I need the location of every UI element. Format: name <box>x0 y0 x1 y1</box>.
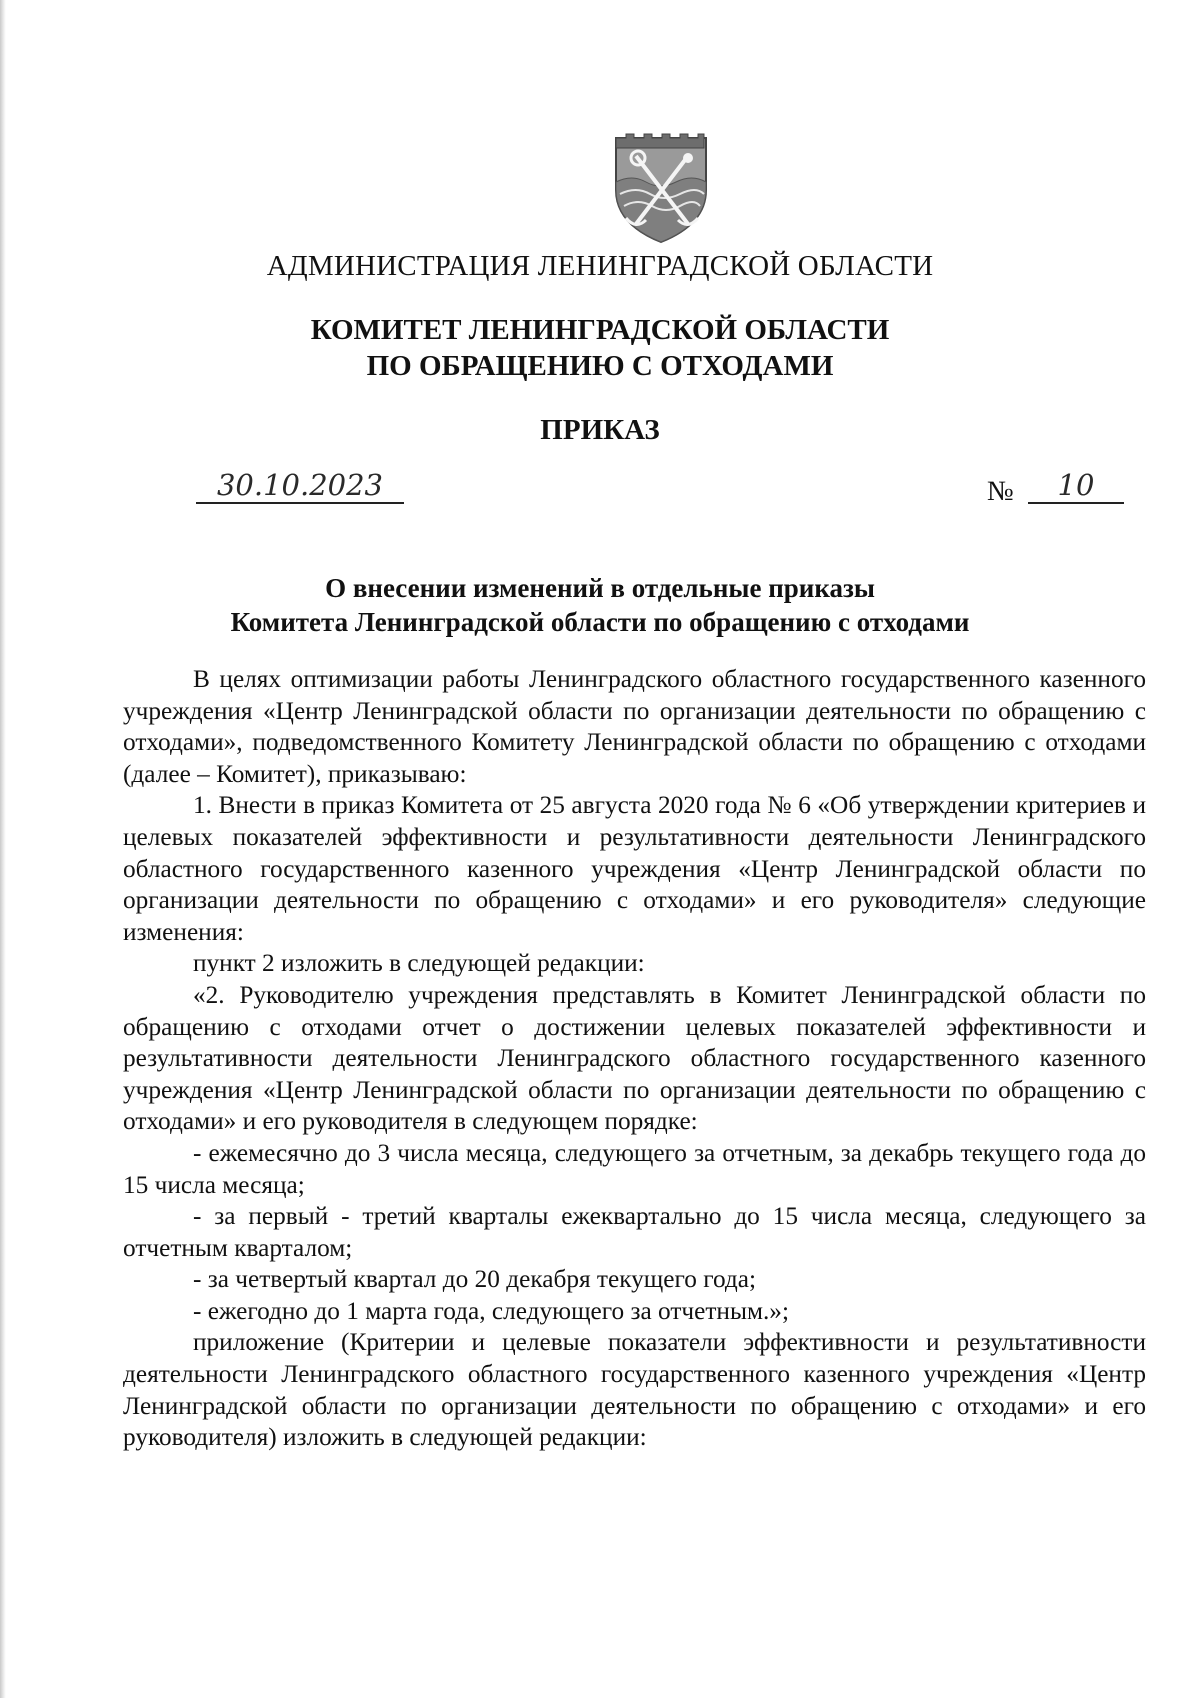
administration-title: АДМИНИСТРАЦИЯ ЛЕНИНГРАДСКОЙ ОБЛАСТИ <box>266 250 934 282</box>
document-title-line1: О внесении изменений в отдельные приказы <box>325 573 875 603</box>
document-type: ПРИКАЗ <box>540 414 660 446</box>
committee-title <box>0 312 1200 384</box>
paragraph-point-2-text: «2. Руководителю учреждения представлять в Комитет Ленинградской области по обращению с отходами отчет о достижении целевых показателей эффективности и результативности деятельности Ленинградского областного государственного казенного учреждения «Центр Ленинградской области по организации деятельности по обращению с отходами» и его руководителя в следующем порядке: <box>123 980 1146 1136</box>
document-title <box>0 571 1200 639</box>
document-title-line2: Комитета Ленинградской области по обращению с отходами <box>230 607 970 637</box>
number-label: № <box>987 476 1014 507</box>
paragraph-item-1: 1. Внести в приказ Комитета от 25 августа 2020 года № 6 «Об утверждении критериев и целевых показателей эффективности и результативности деятельности Ленинградского областного государственного казенного учреждения «Центр Ленинградской области по организации деятельности по обращению с отходами» и его руководителя» следующие изменения: <box>123 791 1146 946</box>
document-date: 30.10.2023 <box>196 470 404 504</box>
committee-title-line1: КОМИТЕТ ЛЕНИНГРАДСКОЙ ОБЛАСТИ <box>310 314 890 346</box>
list-item-quarterly: - за первый - третий кварталы ежеквартально до 15 числа месяца, следующего за отчетным кварталом; <box>123 1202 1146 1262</box>
list-item-monthly: - ежемесячно до 3 числа месяца, следующего за отчетным, за декабрь текущего года до 15 числа месяца; <box>123 1138 1146 1199</box>
document-body <box>123 664 1146 1454</box>
list-item-fourth-quarter: - за четвертый квартал до 20 декабря текущего года; <box>193 1265 757 1294</box>
committee-title-line2: ПО ОБРАЩЕНИЮ С ОТХОДАМИ <box>366 350 834 382</box>
document-number: 10 <box>1028 470 1124 504</box>
coat-of-arms-icon <box>612 132 710 244</box>
list-item-annual: - ежегодно до 1 марта года, следующего за отчетным.»; <box>193 1296 789 1325</box>
paragraph-point-2-intro: пункт 2 изложить в следующей редакции: <box>193 949 645 978</box>
paragraph-preamble: В целях оптимизации работы Ленинградского областного государственного казенного учреждения «Центр Ленинградской области по организации деятельности по обращению с отходами», подведомственного Комитету Ленинградской области по обращению с отходами (далее – Комитет), приказываю: <box>123 665 1146 788</box>
paragraph-appendix: приложение (Критерии и целевые показатели эффективности и результативности деятельности Ленинградского областного государственного казенного учреждения «Центр Ленинградской области по организации деятельности по обращению с отходами» и его руководителя) изложить в следующей редакции: <box>123 1328 1146 1452</box>
